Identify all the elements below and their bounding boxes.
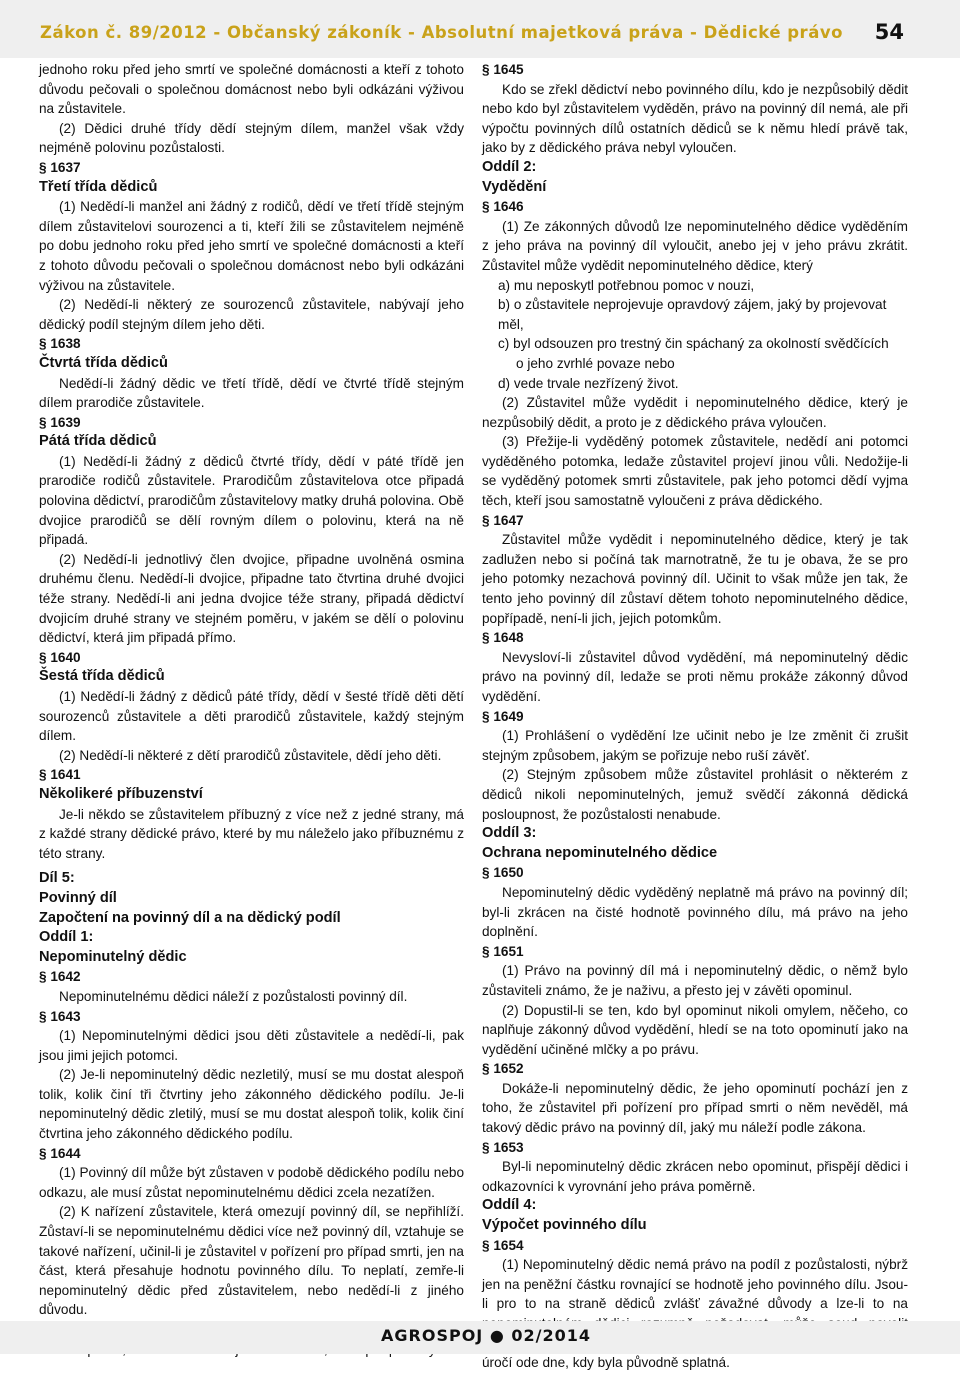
- section-heading: Pátá třída dědiců: [39, 433, 157, 450]
- division-number: Oddíl 3:: [482, 825, 537, 842]
- paragraph: Je-li někdo se zůstavitelem příbuzný z více než z jedné strany, má z každé strany dědické právo, které by mu náleželo jako příbuznému z této strany.: [39, 806, 464, 861]
- paragraph: Kdo se zřekl dědictví nebo povinného dílu, kdo je nezpůsobilý dědit nebo kdo byl zůstavitelem vyděděn, právo na povinný díl nemá, ale při výpočtu povinných dílů ostatních dědiců se k němu hledí právě tak, jako by z dědického práva nebyl vyloučen.: [482, 81, 908, 156]
- section-heading: Několikeré příbuzenství: [39, 785, 203, 802]
- paragraph: (2) Nedědí-li některé z dětí prarodičů zůstavitele, dědí jeho děti.: [59, 747, 442, 763]
- page-number: 54: [874, 20, 904, 44]
- section-number: § 1642: [39, 969, 81, 985]
- section-number: § 1640: [39, 649, 81, 665]
- division-heading: Výpočet povinného dílu: [482, 1217, 647, 1234]
- section-number: § 1651: [482, 943, 524, 959]
- paragraph: (2) Nedědí-li jednotlivý člen dvojice, připadne uvolněná osmina druhému členu. Nedědí-li dvojice, připadne tato čtvrtina druhé dvojici téže strany. Nedědí-li ani jedna dvojice téže strany, připadá dědictví dvojicím druhé strany ve stejném poměru, v jakém se dělí o polovinu dědictví, která jim připadá přímo.: [39, 551, 464, 646]
- section-number: § 1650: [482, 865, 524, 881]
- division-heading: Nepominutelný dědic: [39, 948, 187, 965]
- paragraph: jednoho roku před jeho smrtí ve společné domácnosti a kteří z tohoto důvodu pečovali o společnou domácnost nebo byli odkázáni výživou na zůstavitele.: [39, 62, 464, 117]
- paragraph: (1) Prohlášení o vydědění lze učinit nebo je lze změnit či zrušit stejným způsobem, jakým se pořizuje nebo ruší závěť.: [482, 728, 908, 763]
- division-heading: Vydědění: [482, 178, 547, 195]
- section-heading: Třetí třída dědiců: [39, 178, 158, 195]
- section-number: § 1639: [39, 414, 81, 430]
- section-number: § 1638: [39, 336, 81, 352]
- paragraph: Dokáže-li nepominutelný dědic, že jeho opominutí pochází jen z toho, že zůstavitel při pořízení pro případ smrti o něm nevěděl, má takový dědic právo na povinný díl, jaký mu náleží podle zákona.: [482, 1080, 908, 1136]
- division-number: Oddíl 4:: [482, 1197, 537, 1214]
- section-number: § 1643: [39, 1008, 81, 1024]
- division-number: Oddíl 1:: [39, 929, 94, 946]
- section-heading: Čtvrtá třída dědiců: [39, 354, 168, 371]
- list-item: b) o zůstavitele neprojevuje opravdový zájem, jaký by projevovat měl,: [498, 297, 887, 332]
- paragraph: (2) Stejným způsobem může zůstavitel prohlásit o některém z dědiců nikoli nepominutelných, jemuž svědčí zákonná dědická posloupnost, že pozůstalosti nenabude.: [482, 767, 908, 822]
- paragraph: (1) Právo na povinný díl má i nepominutelný dědic, o němž bylo zůstaviteli známo, že je naživu, a přesto jej v závěti opominul.: [482, 963, 908, 998]
- page-footer: [0, 1321, 960, 1354]
- part-heading: Povinný díl: [39, 889, 117, 906]
- publication-label: AGROSPOJ ● 02/2014: [381, 1326, 591, 1345]
- paragraph: (2) Zůstavitel může vydědit i nepominutelného dědice, který je nezpůsobilý dědit, a proto je z dědického práva vyloučen.: [482, 395, 908, 430]
- paragraph: (1) Nedědí-li žádný z dědiců páté třídy, dědí v šesté třídě děti dětí sourozenců zůstavitele a děti prarodičů zůstavitele, každý stejným dílem.: [39, 689, 464, 744]
- paragraph: (2) Je-li nepominutelný dědic nezletilý, musí se mu dostat alespoň tolik, kolik činí tři čtvrtiny jeho zákonného dědického podílu. Je-li nepominutelný dědic zletilý, musí se mu dostat alespoň tolik, kolik činí čtvrtina jeho zákonného dědického podílu.: [39, 1067, 464, 1142]
- section-number: § 1652: [482, 1061, 524, 1077]
- paragraph: Nevysloví-li zůstavitel důvod vydědění, má nepominutelný dědic právo na povinný díl, ledaže se proti němu prokáže zákonný důvod vydědění.: [482, 649, 908, 704]
- section-heading: Šestá třída dědiců: [39, 668, 165, 685]
- paragraph: (1) Nepominutelnými dědici jsou děti zůstavitele a nedědí-li, pak jsou jimi jejich potomci.: [39, 1028, 464, 1063]
- paragraph: (1) Povinný díl může být zůstaven v podobě dědického podílu nebo odkazu, ale musí zůstat nepominutelnému dědici zcela nezatížen.: [39, 1165, 464, 1200]
- paragraph: (1) Ze zákonných důvodů lze nepominutelného dědice vyděděním z jeho práva na povinný díl vyloučit, anebo jej v jeho právu zkrátit. Zůstavitel může vydědit nepominutelného dědice, který: [482, 218, 908, 273]
- section-number: § 1637: [39, 159, 81, 175]
- part-number: Díl 5:: [39, 870, 75, 887]
- paragraph: Nepominutelnému dědici náleží z pozůstalosti povinný díl.: [59, 988, 408, 1004]
- section-number: § 1648: [482, 630, 524, 646]
- left-column: [39, 60, 464, 1359]
- list-item-continuation: o jeho zvrhlé povaze nebo: [516, 355, 675, 371]
- part-subheading: Započtení na povinný díl a na dědický podíl: [39, 909, 341, 926]
- paragraph: (1) Nedědí-li manžel ani žádný z rodičů, dědí ve třetí třídě stejným dílem zůstavitelovi sourozenci a ti, kteří žili se zůstavitelem nejméně po dobu jednoho roku před jeho smrtí ve společné domácnosti a kteří z tohoto důvodu pečovali o společnou domácnost nebo byli odkázáni výživou na zůstavitele.: [39, 199, 464, 293]
- list-item: a) mu neposkytl potřebnou pomoc v nouzi,: [498, 277, 755, 293]
- section-number: § 1649: [482, 708, 524, 724]
- section-number: § 1646: [482, 199, 524, 215]
- paragraph: (2) Dědici druhé třídy dědí stejným dílem, manžel však vždy nejméně polovinu pozůstalosti.: [39, 120, 464, 156]
- section-number: § 1653: [482, 1139, 524, 1155]
- division-number: Oddíl 2:: [482, 158, 537, 175]
- paragraph: (2) Dopustil-li se ten, kdo byl opominut nikoli omylem, něčeho, co naplňuje zákonný důvod vydědění, hledí se na toto opominutí jako na vydědění učiněné mlčky a po právu.: [482, 1002, 908, 1057]
- paragraph: Zůstavitel může vydědit i nepominutelného dědice, který je tak zadlužen nebo si počíná tak marnotratně, že tu je obava, že se pro jeho potomky nezachová povinný díl. Učinit to však může jen tak, že tento jeho povinný díl zůstaví dětem tohoto nepominutelného dědice, popřípadě, není-li jich, jejich potomkům.: [482, 532, 908, 626]
- section-number: § 1641: [39, 767, 81, 783]
- section-number: § 1645: [482, 62, 524, 77]
- section-number: § 1647: [482, 512, 524, 528]
- paragraph: Byl-li nepominutelný dědic zkrácen nebo opominut, přispějí dědici i odkazovníci k vyrovnání jeho práva poměrně.: [482, 1159, 908, 1194]
- paragraph: Nepominutelný dědic vyděděný neplatně má právo na povinný díl; byl-li zkrácen na čisté hodnotě povinného dílu, má právo na jeho doplnění.: [482, 884, 908, 940]
- paragraph: (3) Přežije-li vyděděný potomek zůstavitele, nedědí ani potomci vyděděného potomka, ledaže zůstavitel projeví jinou vůli. Nedožije-li se vyděděný potomek smrti zůstavitele, pak jeho potomci dědí vyjma těch, kteří jsou samostatně vyloučeni z práva dědického.: [482, 434, 908, 509]
- paragraph: (2) Nedědí-li některý ze sourozenců zůstavitele, nabývají jeho dědický podíl stejným dílem jeho děti.: [39, 297, 464, 332]
- division-heading: Ochrana nepominutelného dědice: [482, 844, 718, 861]
- page-header: [0, 0, 960, 58]
- list-item: c) byl odsouzen pro trestný čin spáchaný za okolností svědčících: [498, 336, 889, 352]
- list-item: d) vede trvale nezřízený život.: [498, 375, 679, 391]
- paragraph: (1) Nedědí-li žádný z dědiců čtvrté třídy, dědí v páté třídě jen prarodiče rodičů zůstavitele. Prarodičům zůstavitelova otce připadá polovina dědictví, prarodičům zůstavitelovy matky druhá polovina. Obě dvojice prarodičů se dělí rovným dílem o polovinu, která na ně připadá.: [39, 453, 464, 548]
- section-number: § 1654: [482, 1237, 524, 1253]
- section-number: § 1644: [39, 1145, 81, 1161]
- paragraph: Nedědí-li žádný dědic ve třetí třídě, dědí ve čtvrté třídě stejným dílem prarodiče zůstavitele.: [39, 375, 464, 411]
- document-title: Zákon č. 89/2012 - Občanský zákoník - Absolutní majetková práva - Dědické právo: [40, 23, 843, 42]
- paragraph: (1) Nepominutelný dědic nemá právo na podíl z pozůstalosti, nýbrž jen na peněžní částku rovnající se hodnotě jeho povinného dílu. Jsou-li pro to na straně dědiců zvlášť závažné důvody a lze-li to na úročí ode dne, kdy byla původně splatná.: [482, 1257, 908, 1371]
- right-column: [482, 60, 908, 1373]
- paragraph: (2) K nařízení zůstavitele, která omezují povinný díl, se nepřihlíží. Zůstaví-li se nepominutelnému dědici více než povinný díl, vztahuje se takové nařízení, učinil-li je zůstavitel v pořízení pro případ smrti, jen na část, která přesahuje hodnotu povinného dílu. To neplatí, zemře-li nepominutelný dědic před zůstavitelem, nebo nedědí-li z jiného důvodu.: [39, 1204, 464, 1318]
